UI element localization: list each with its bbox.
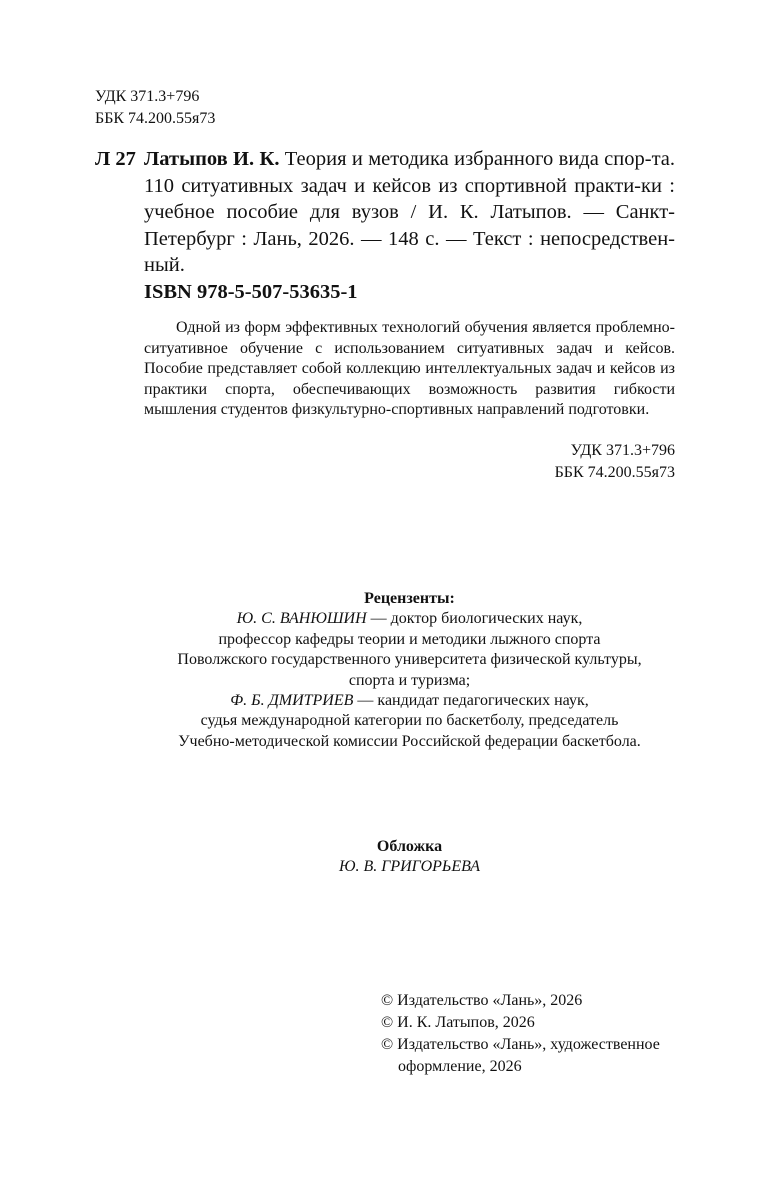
reviewers-title: Рецензенты: [364,590,455,607]
isbn: ISBN 978-5-507-53635-1 [144,281,358,303]
reviewer-1-name: Ю. С. ВАНЮШИН [236,610,367,628]
reviewer-2-position: судья международной категории по баскетболу, председатель [200,712,619,730]
bib-line-2: та. 110 ситуативных задач и кейсов из спортивной практи- [144,148,675,197]
reviewer-2-name: Ф. Б. ДМИТРИЕВ [230,692,354,710]
reviewer-1 [144,609,675,629]
author-name: Латыпов И. К. [144,148,280,170]
bbk-code: ББК 74.200.55я73 [95,110,216,127]
bbk-code-right: ББК 74.200.55я73 [554,464,675,481]
copyright-author: © И. К. Латыпов, 2026 [381,1014,535,1031]
bib-line-4: Петербург : Лань, 2026. — 148 с. — Текст : непосредствен- [144,227,675,250]
copyright-design-cont: оформление, 2026 [398,1058,522,1075]
copyright-design: © Издательство «Лань», художественное [381,1036,660,1053]
bib-line-3: ки : учебное пособие для вузов / И. К. Латыпов. — Санкт- [144,174,675,223]
reviewer-1-affiliation: Поволжского государственного университета физической культуры, [177,651,642,669]
cover-credit [144,837,675,878]
bib-line-1: Теория и методика избранного вида спор- [284,148,652,170]
reviewer-1-position: профессор кафедры теории и методики лыжного спорта [218,630,601,648]
author-mark: Л 27 [95,148,136,170]
udk-code: УДК 371.3+796 [95,88,200,105]
classification-block [555,440,675,484]
reviewer-2-degree: — кандидат педагогических наук, [353,692,589,710]
abstract: Одной из форм эффективных технологий обучения является проблемно-ситуативное обучение с использованием ситуативных задач и кейсов. Пособие представляет собой коллекцию интеллектуальных задач и кейсов из практики спорта, обеспечивающих возможность развития гибкости мышления студентов физкультурно-спортивных направлений подготовки. [144,319,675,418]
udk-code-right: УДК 371.3+796 [570,442,675,459]
cover-designer: Ю. В. ГРИГОРЬЕВА [338,858,481,876]
bib-line-5: ный. [144,254,185,276]
top-classification [95,86,215,130]
copyright-block [381,990,660,1078]
reviewer-2 [144,691,675,711]
bibliographic-record [95,146,675,279]
reviewer-1-degree: — доктор биологических наук, [366,610,583,628]
copyright-publisher: © Издательство «Лань», 2026 [381,992,583,1009]
bibliographic-description [144,146,675,279]
reviewers-block [144,589,675,752]
reviewer-1-affiliation-cont: спорта и туризма; [348,671,471,689]
cover-title: Обложка [376,838,443,855]
reviewer-2-affiliation: Учебно-методической комиссии Российской федерации баскетбола. [178,732,641,750]
